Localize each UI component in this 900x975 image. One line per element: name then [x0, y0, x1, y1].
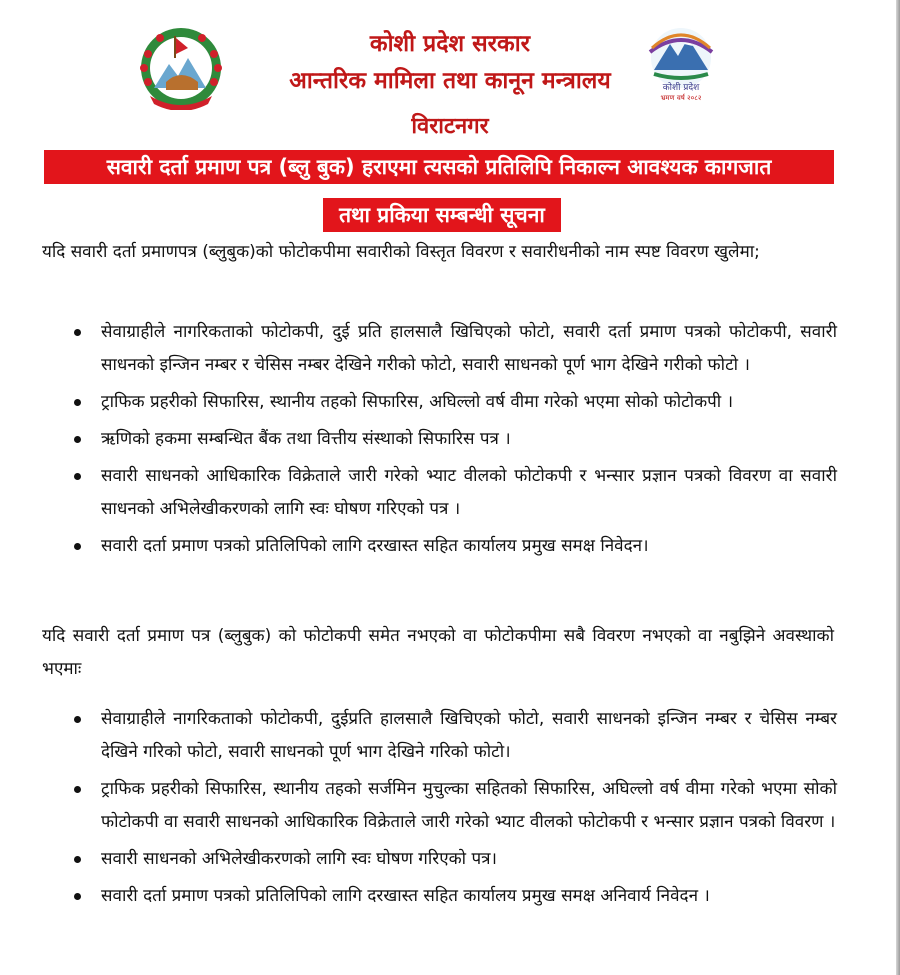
- list-item: [0, 703, 837, 769]
- ministry-name: आन्तरिक मामिला तथा कानून मन्त्रालय: [289, 68, 611, 94]
- list-item: [0, 773, 837, 839]
- list-item-text: सेवाग्राहीले नागरिकताको फोटोकपी, दुईप्रति हालसालै खिचिएको फोटो, सवारी साधनको इन्जिन नम्बर र चेसिस नम्बर देखिने गरिको फोटो, सवारी साधनको पूर्ण भाग देखिने गरिको फोटो।: [101, 709, 837, 762]
- list-item-text: सवारी दर्ता प्रमाण पत्रको प्रतिलिपिको लागि दरखास्त सहित कार्यालय प्रमुख समक्ष अनिवार्य निवेदन ।: [101, 886, 710, 906]
- list-item-text: ट्राफिक प्रहरीको सिफारिस, स्थानीय तहको सर्जमिन मुचुल्का सहितको सिफारिस, अघिल्लो वर्ष वीमा गरेको भएमा सोको फोटोकपी वा सवारी साधनको आधिकारिक विक्रेताले जारी गरेको भ्याट वीलको फोटोकपी र भन्सार प्रज्ञान पत्रको विवरण ।: [101, 779, 837, 832]
- government-name: कोशी प्रदेश सरकार: [369, 31, 531, 57]
- list-item-text: सेवाग्राहीले नागरिकताको फोटोकपी, दुई प्रति हालसालै खिचिएको फोटो, सवारी दर्ता प्रमाण पत्रको फोटोकपी, सवारी साधनको इन्जिन नम्बर र चेसिस नम्बर देखिने गरीको फोटो, सवारी साधनको पूर्ण भाग देखिने गरीको फोटो ।: [101, 322, 837, 375]
- bullet-icon: [74, 436, 81, 443]
- bullet-icon: [74, 786, 81, 793]
- list-item: [0, 843, 837, 876]
- list-item: [0, 460, 837, 526]
- section2-intro: यदि सवारी दर्ता प्रमाण पत्र (ब्लुबुक) को फोटोकपी समेत नभएको वा फोटोकपीमा सबै विवरण नभएको वा नबुझिने अवस्थाको भएमाः: [42, 626, 834, 679]
- logo-tagline: भ्रमण वर्ष २०८२: [660, 94, 702, 102]
- section2-requirements-list: [0, 703, 900, 917]
- bullet-icon: [74, 543, 81, 550]
- list-item: [0, 423, 837, 456]
- list-item-text: सवारी साधनको आधिकारिक विक्रेताले जारी गरेको भ्याट वीलको फोटोकपी र भन्सार प्रज्ञान पत्रको विवरण वा सवारी साधनको अभिलेखीकरणको लागि स्वः घोषण गरिएको पत्र ।: [101, 466, 837, 519]
- section1-requirements-list: [0, 316, 900, 567]
- bullet-icon: [74, 856, 81, 863]
- list-item-text: सवारी दर्ता प्रमाण पत्रको प्रतिलिपिको लागि दरखास्त सहित कार्यालय प्रमुख समक्ष निवेदन।: [101, 536, 649, 556]
- notice-title-line1: सवारी दर्ता प्रमाण पत्र (ब्लु बुक) हराएमा त्यसको प्रतिलिपि निकाल्न आवश्यक कागजात: [44, 150, 834, 184]
- location-name: विराटनगर: [411, 114, 489, 139]
- section1-intro: यदि सवारी दर्ता प्रमाणपत्र (ब्लुबुक)को फोटोकपीमा सवारीको विस्तृत विवरण र सवारीधनीको नाम स्पष्ट विवरण खुलेमा;: [42, 242, 760, 262]
- list-item: [0, 316, 837, 382]
- list-item: [0, 386, 837, 419]
- bullet-icon: [74, 399, 81, 406]
- list-item: [0, 530, 837, 563]
- bullet-icon: [74, 473, 81, 480]
- list-item-text: ट्राफिक प्रहरीको सिफारिस, स्थानीय तहको सिफारिस, अघिल्लो वर्ष वीमा गरेको भएमा सोको फोटोकपी ।: [101, 392, 734, 412]
- list-item-text: ऋणिको हकमा सम्बन्धित बैंक तथा वित्तीय संस्थाको सिफारिस पत्र ।: [101, 429, 511, 449]
- logo-name: कोशी प्रदेश: [662, 83, 700, 93]
- bullet-icon: [74, 329, 81, 336]
- bullet-icon: [74, 893, 81, 900]
- bullet-icon: [74, 716, 81, 723]
- list-item-text: सवारी साधनको अभिलेखीकरणको लागि स्वः घोषण गरिएको पत्र।: [101, 849, 497, 869]
- notice-title-line2: तथा प्रकिया सम्बन्धी सूचना: [323, 198, 561, 232]
- list-item: [0, 880, 837, 913]
